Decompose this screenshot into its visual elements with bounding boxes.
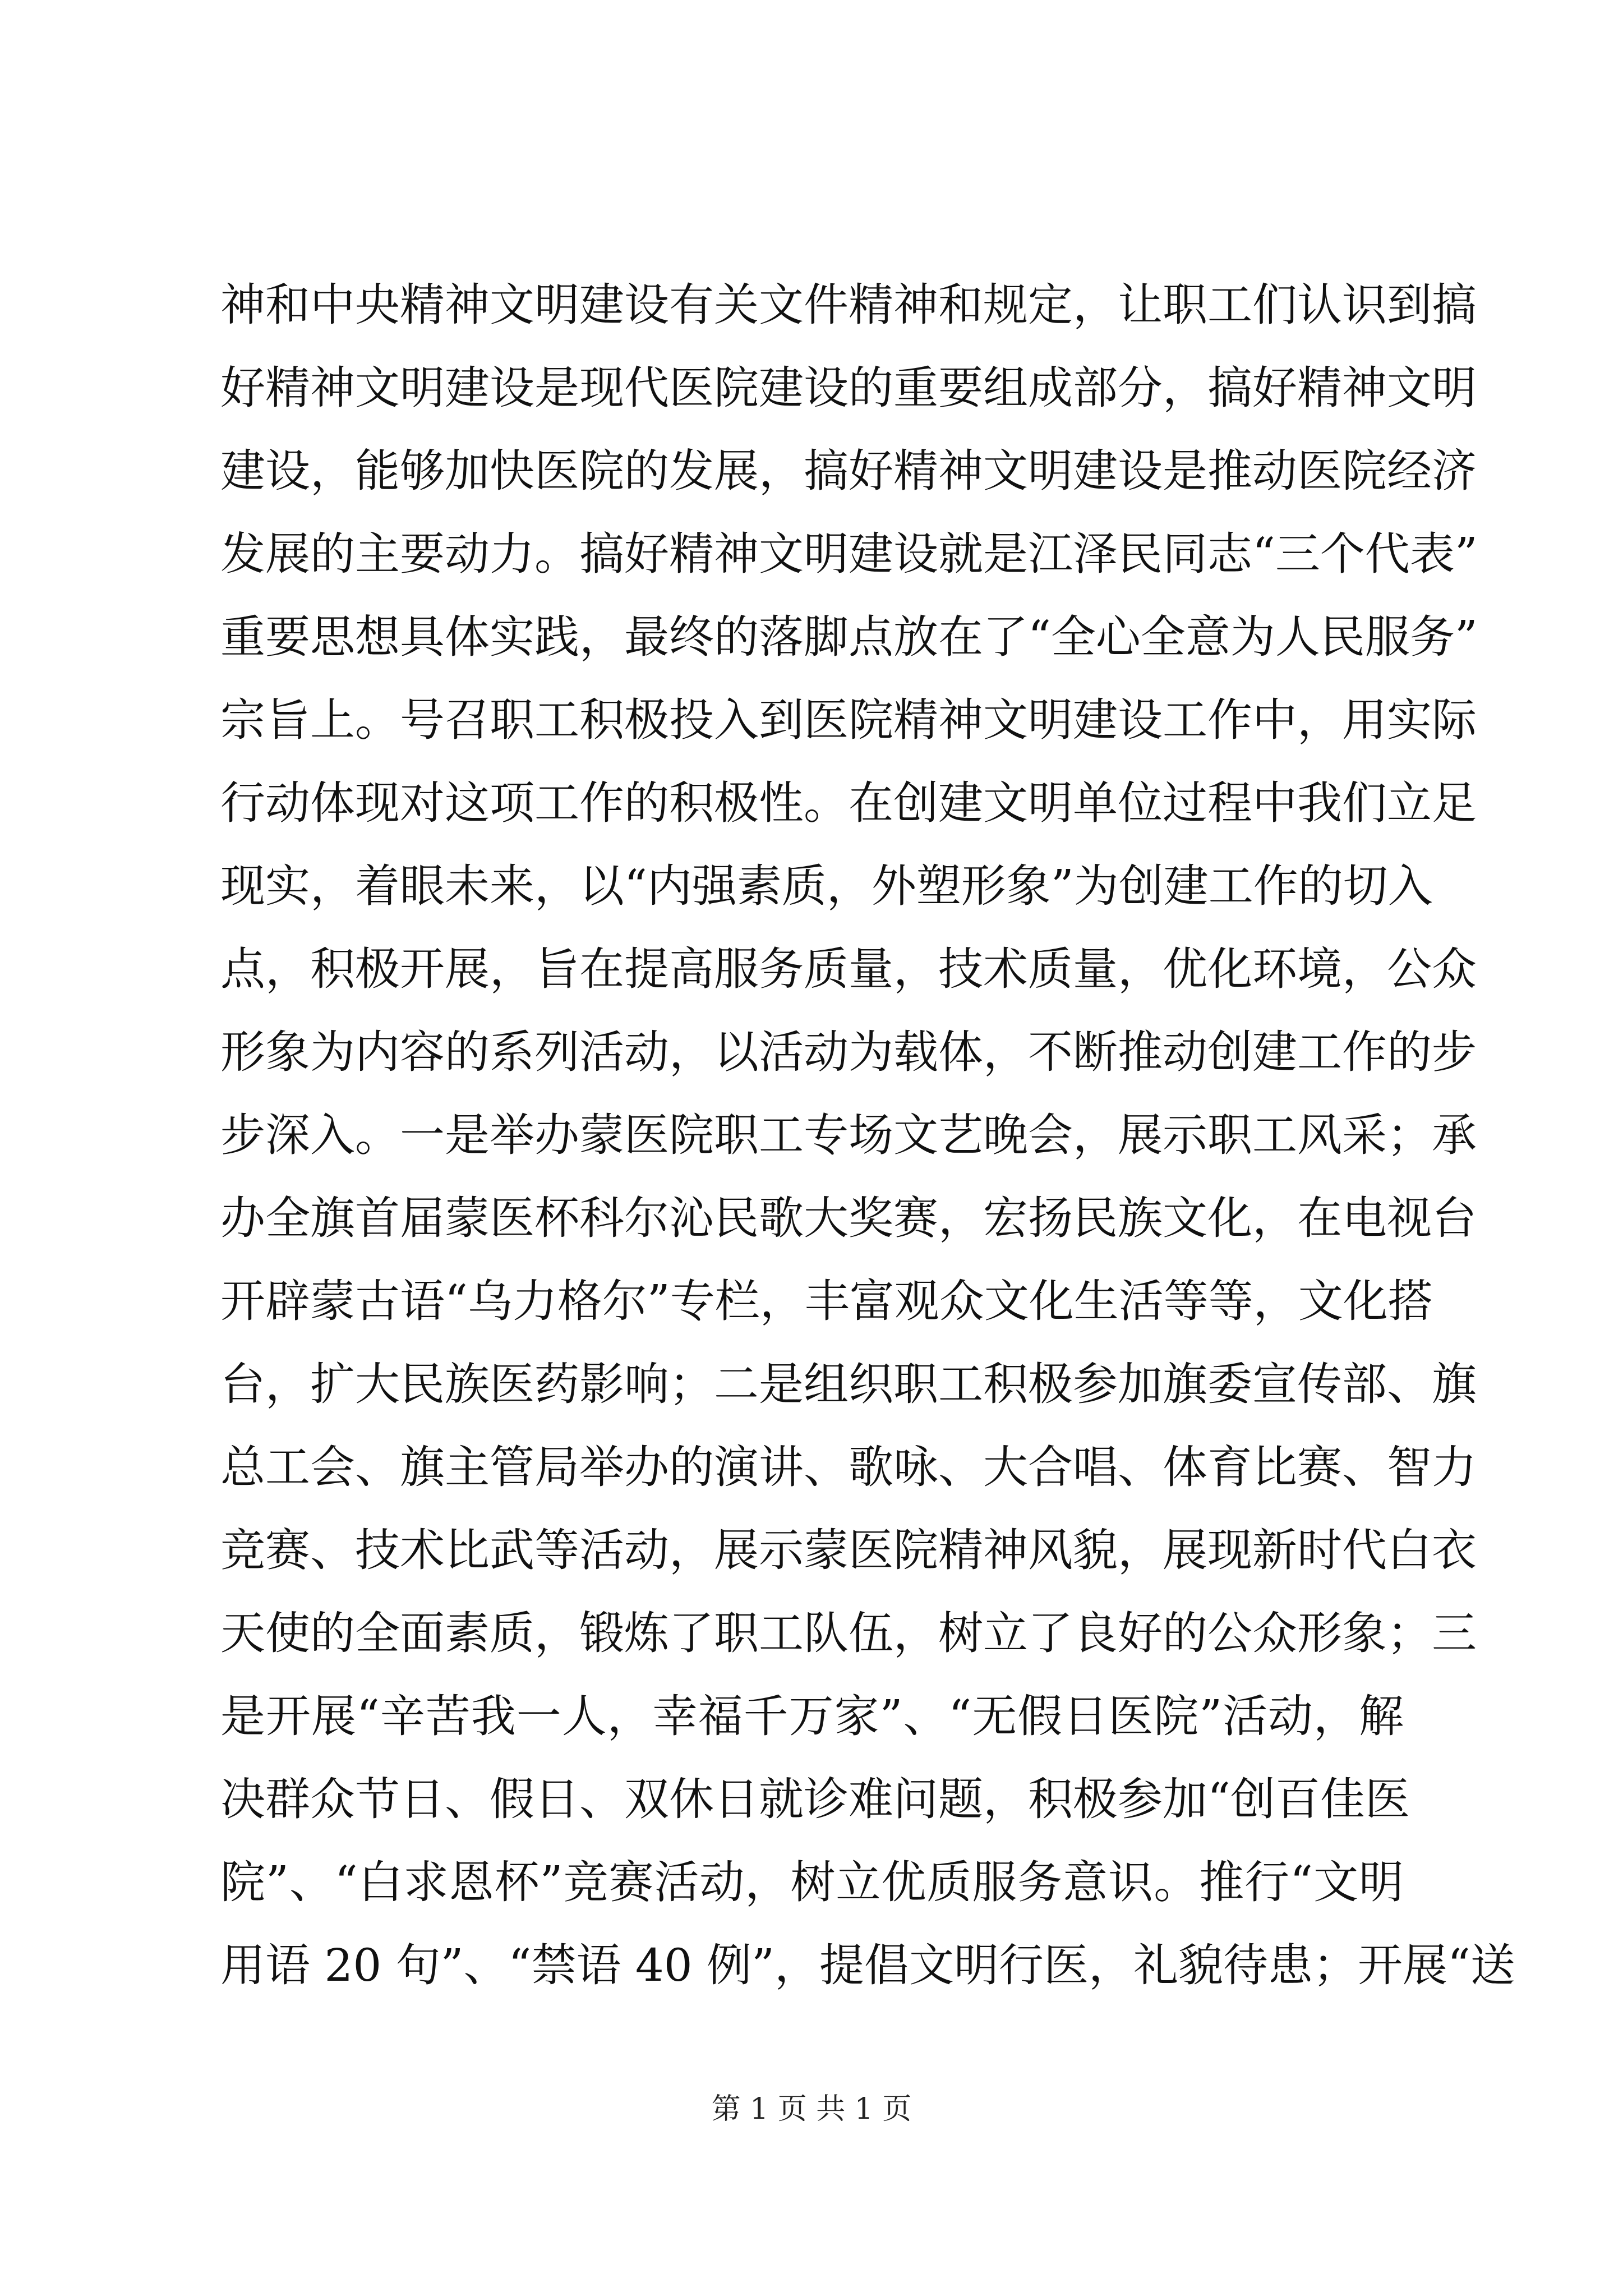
- text-line: 建设，能够加快医院的发展，搞好精神文明建设是推动医院经济: [220, 445, 1477, 497]
- text-line: 好精神文明建设是现代医院建设的重要组成部分，搞好精神文明: [220, 362, 1477, 414]
- text-line: 是开展“辛苦我一人，幸福千万家”、“无假日医院”活动，解: [220, 1690, 1404, 1742]
- text-line: 台，扩大民族医药影响；二是组织职工积极参加旗委宣传部、旗: [220, 1358, 1477, 1410]
- text-line: 用语 20 句”、“禁语 40 例”，提倡文明行医，礼貌待患；开展“送: [220, 1939, 1515, 1991]
- text-line: 现实，着眼未来，以“内强素质，外塑形象”为创建工作的切入: [220, 860, 1433, 912]
- page-footer: [0, 2090, 1623, 2129]
- text-line: 点，积极开展，旨在提高服务质量，技术质量，优化环境，公众: [220, 943, 1477, 995]
- text-line: 形象为内容的系列活动，以活动为载体，不断推动创建工作的步: [220, 1026, 1477, 1078]
- text-line: 神和中央精神文明建设有关文件精神和规定，让职工们认识到搞: [220, 279, 1477, 331]
- text-line: 竞赛、技术比武等活动，展示蒙医院精神风貌，展现新时代白衣: [220, 1524, 1477, 1576]
- text-line: 开辟蒙古语“乌力格尔”专栏，丰富观众文化生活等等，文化搭: [220, 1275, 1433, 1327]
- text-line: 行动体现对这项工作的积极性。在创建文明单位过程中我们立足: [220, 777, 1477, 829]
- text-line: 决群众节日、假日、双休日就诊难问题，积极参加“创百佳医: [220, 1773, 1410, 1825]
- text-line: 总工会、旗主管局举办的演讲、歌咏、大合唱、体育比赛、智力: [220, 1441, 1477, 1493]
- text-line: 发展的主要动力。搞好精神文明建设就是江泽民同志“三个代表”: [220, 528, 1478, 580]
- text-line: 办全旗首届蒙医杯科尔沁民歌大奖赛，宏扬民族文化，在电视台: [220, 1192, 1477, 1244]
- text-line: 院”、“白求恩杯”竞赛活动，树立优质服务意识。推行“文明: [220, 1856, 1404, 1908]
- text-line: 重要思想具体实践，最终的落脚点放在了“全心全意为人民服务”: [220, 611, 1478, 663]
- body-paragraph: [220, 264, 1515, 2007]
- text-line: 天使的全面素质，锻炼了职工队伍，树立了良好的公众形象；三: [220, 1607, 1477, 1659]
- text-line: 宗旨上。号召职工积极投入到医院精神文明建设工作中，用实际: [220, 694, 1477, 746]
- page-number-label: 第 1 页 共 1 页: [711, 2092, 912, 2126]
- text-line: 步深入。一是举办蒙医院职工专场文艺晚会，展示职工风采；承: [220, 1109, 1477, 1161]
